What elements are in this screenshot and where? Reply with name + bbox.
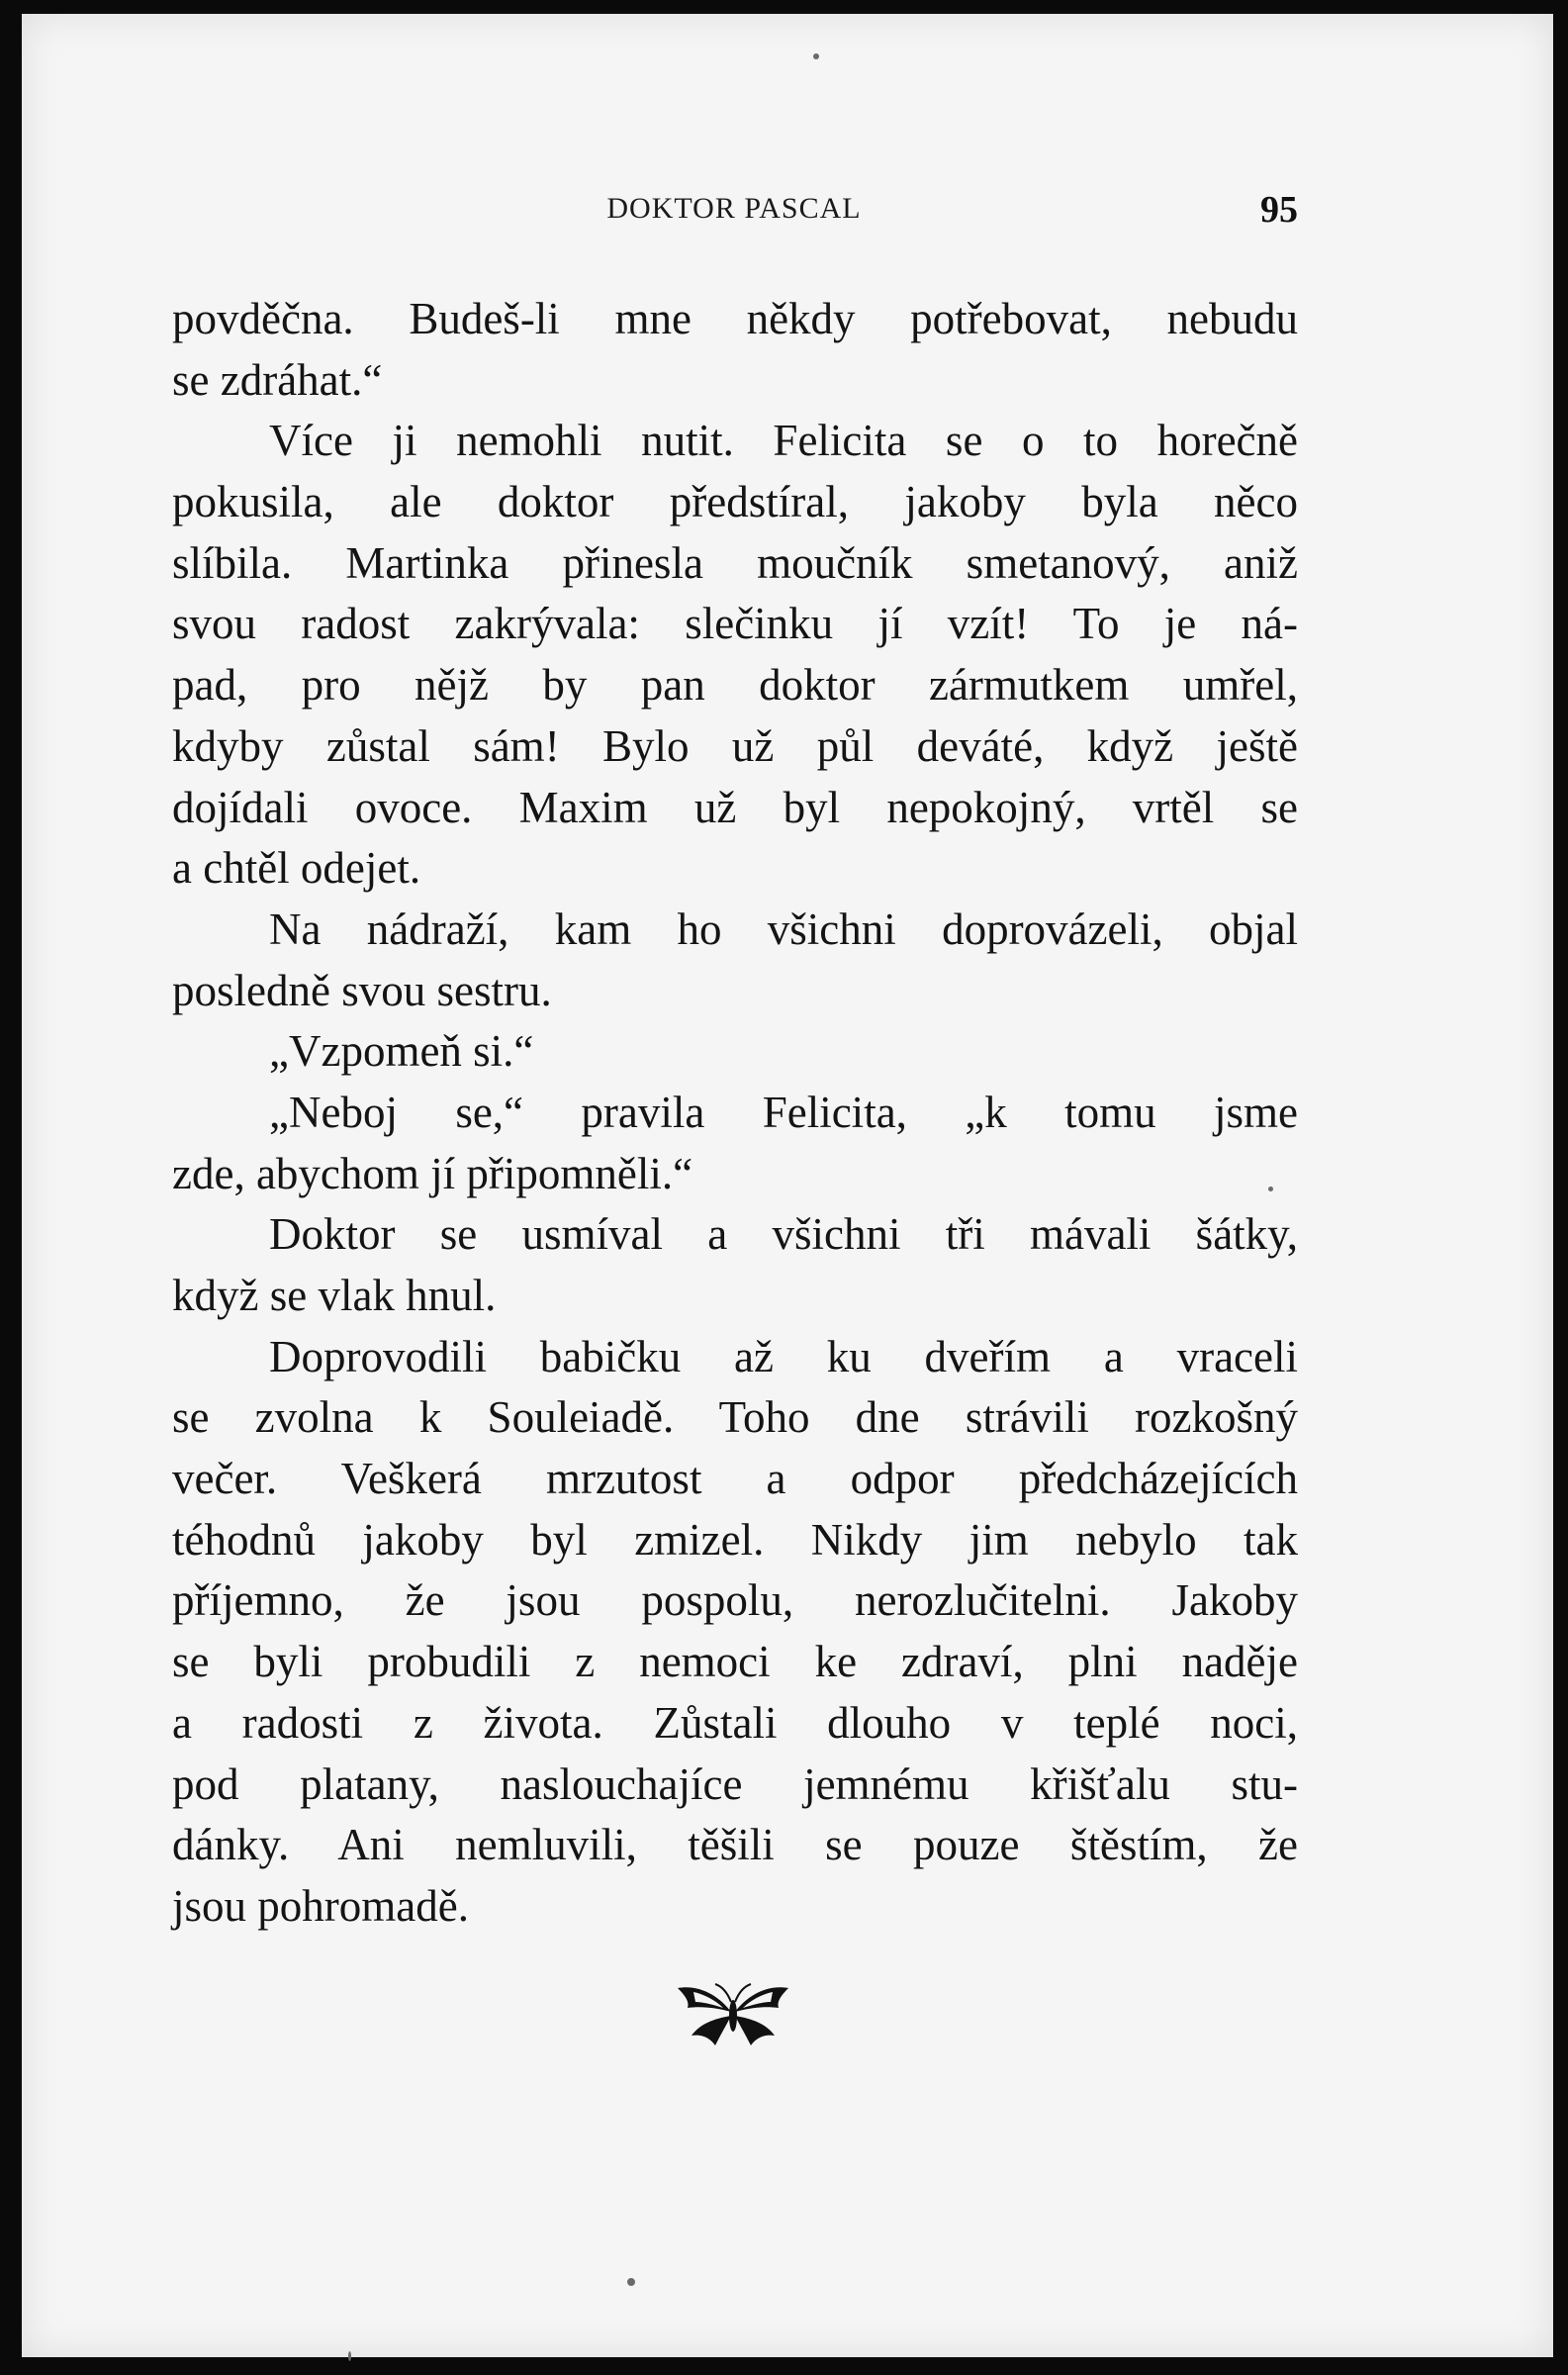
- text-line: dánky. Ani nemluvili, těšili se pouze štěstím, že: [172, 1820, 1298, 1870]
- text-line: se zdráhat.“: [172, 354, 383, 405]
- text-line: pod platany, naslouchajíce jemnému křišťalu stu-: [172, 1758, 1298, 1809]
- text-line: a radosti z života. Zůstali dlouho v teplé noci,: [172, 1697, 1298, 1748]
- text-line: jsou pohromadě.: [172, 1880, 469, 1931]
- butterfly-ornament-icon: [672, 1978, 794, 2047]
- paper-speck: [627, 2278, 635, 2286]
- page-number: 95: [1260, 189, 1298, 231]
- text-line: se byli probudili z nemoci ke zdraví, plni naděje: [172, 1637, 1298, 1687]
- text-line: dojídali ovoce. Maxim už byl nepokojný, vrtěl se: [172, 782, 1298, 832]
- text-line: slíbila. Martinka přinesla moučník smetanový, aniž: [172, 537, 1298, 588]
- text-line: posledně svou sestru.: [172, 965, 552, 1015]
- text-line: a chtěl odejet.: [172, 843, 421, 894]
- text-line: pokusila, ale doktor předstíral, jakoby byla něco: [172, 477, 1298, 527]
- running-header: [170, 189, 1298, 232]
- paper-speck: [1268, 1187, 1273, 1191]
- paper-speck: [813, 53, 819, 59]
- text-line: kdyby zůstal sám! Bylo už půl deváté, když ještě: [172, 720, 1298, 771]
- text-line: příjemno, že jsou pospolu, nerozlučitelni. Jakoby: [172, 1575, 1298, 1626]
- text-line: téhodnů jakoby byl zmizel. Nikdy jim nebylo tak: [172, 1514, 1298, 1565]
- text-line: zde, abychom jí připomněli.“: [172, 1148, 693, 1198]
- text-line: pad, pro nějž by pan doktor zármutkem umřel,: [172, 660, 1298, 711]
- text-line: Na nádraží, kam ho všichni doprovázeli, objal: [269, 903, 1298, 954]
- text-line: Doktor se usmíval a všichni tři mávali šátky,: [269, 1209, 1298, 1260]
- running-title: DOKTOR PASCAL: [606, 192, 862, 225]
- text-line: večer. Veškerá mrzutost a odpor předcházejících: [172, 1454, 1298, 1504]
- text-line: „Vzpomeň si.“: [269, 1026, 534, 1077]
- paper-speck: [348, 2351, 351, 2361]
- text-line: Doprovodili babičku až ku dveřím a vraceli: [269, 1331, 1298, 1381]
- text-line: svou radost zakrývala: slečinku jí vzít! To je ná-: [172, 599, 1298, 649]
- text-line: se zvolna k Souleiadě. Toho dne strávili rozkošný: [172, 1392, 1298, 1443]
- text-line: když se vlak hnul.: [172, 1271, 497, 1320]
- text-line: „Neboj se,“ pravila Felicita, „k tomu jsme: [269, 1087, 1298, 1137]
- book-page: [22, 14, 1553, 2357]
- text-line: Více ji nemohli nutit. Felicita se o to horečně: [269, 416, 1298, 466]
- text-line: povděčna. Budeš-li mne někdy potřebovat, nebudu: [172, 294, 1298, 343]
- body-text: [172, 289, 1298, 1938]
